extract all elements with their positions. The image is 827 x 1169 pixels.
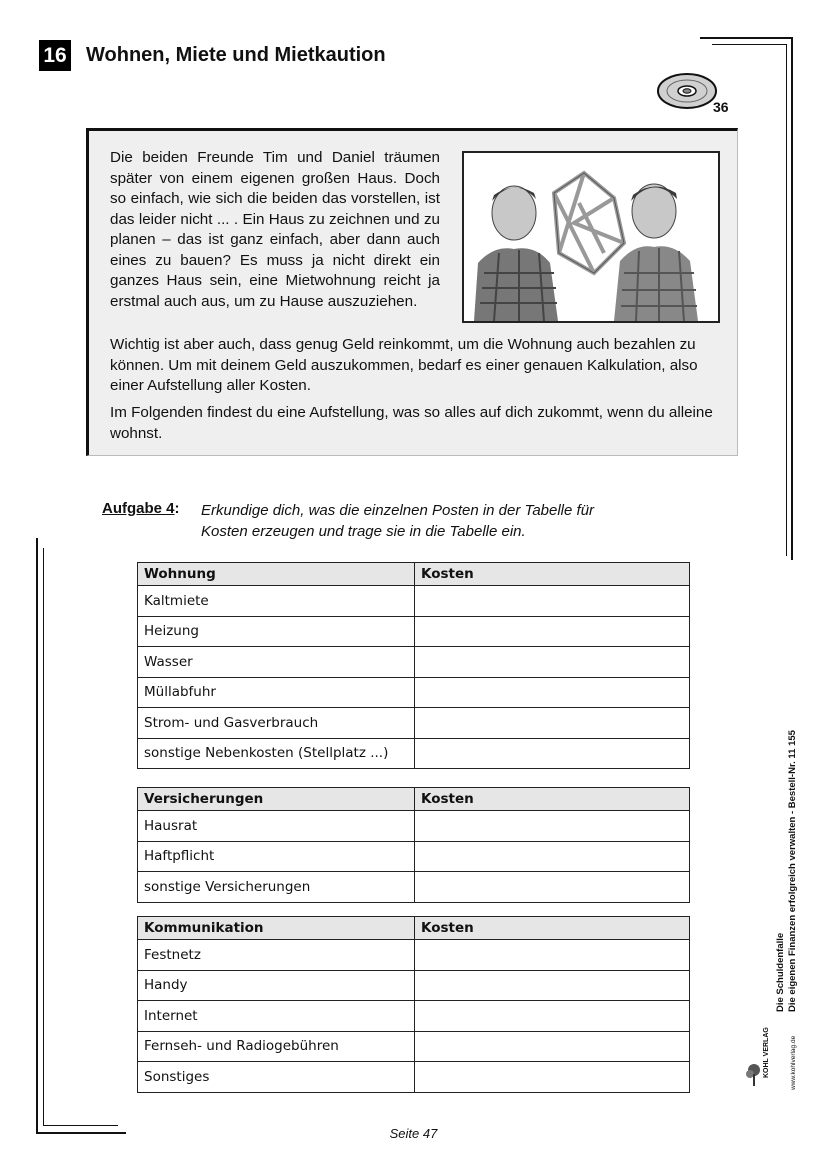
row-label: Sonstiges	[138, 1062, 415, 1093]
table-row	[138, 677, 690, 708]
row-label: sonstige Nebenkosten (Stellplatz ...)	[138, 738, 415, 769]
publisher-logo-icon	[745, 1062, 763, 1088]
cd-track-number: 36	[713, 99, 729, 115]
frame-line	[786, 44, 787, 556]
task-label-text: Aufgabe 4	[102, 500, 175, 517]
table-row	[138, 1001, 690, 1032]
table-row	[138, 872, 690, 903]
cost-table-kommunikation	[137, 916, 690, 1093]
table-row	[138, 970, 690, 1001]
row-label: Kaltmiete	[138, 586, 415, 617]
row-label: Heizung	[138, 616, 415, 647]
cost-cell[interactable]	[415, 708, 690, 739]
intro-paragraph-3: Im Folgenden findest du eine Aufstellung, was so alles auf dich zukommt, wenn du alleine wohnst.	[110, 404, 713, 442]
row-label: Müllabfuhr	[138, 677, 415, 708]
table-header-category: Wohnung	[138, 563, 415, 586]
cost-cell[interactable]	[415, 647, 690, 678]
page-number: Seite 47	[389, 1126, 438, 1141]
frame-line	[712, 44, 787, 45]
intro-paragraph-2: Wichtig ist aber auch, dass genug Geld reinkommt, um die Wohnung auch bezahlen zu können. Um mit deinem Geld auszukommen, bedarf es einer genauen Kalkulation, also einer Aufstellung aller Kosten.	[110, 336, 698, 394]
task-text: Erkundige dich, was die einzelnen Posten in der Tabelle für Kosten erzeugen und trage sie in die Tabelle ein.	[201, 502, 595, 540]
table-row	[138, 1062, 690, 1093]
row-label: Handy	[138, 970, 415, 1001]
frame-line	[43, 548, 44, 1126]
intro-box	[86, 128, 738, 456]
cost-cell[interactable]	[415, 677, 690, 708]
table-header-cost: Kosten	[415, 563, 690, 586]
row-label: Internet	[138, 1001, 415, 1032]
table-header-cost: Kosten	[415, 917, 690, 940]
table-header-row	[138, 788, 690, 811]
side-publication-subtitle: Die eigenen Finanzen erfolgreich verwalten - Bestell-Nr. 11 155	[787, 730, 798, 1012]
row-label: Strom- und Gasverbrauch	[138, 708, 415, 739]
row-label: Wasser	[138, 647, 415, 678]
row-label: sonstige Versicherungen	[138, 872, 415, 903]
table-row	[138, 586, 690, 617]
cost-cell[interactable]	[415, 1062, 690, 1093]
cost-cell[interactable]	[415, 616, 690, 647]
cost-cell[interactable]	[415, 940, 690, 971]
cost-cell[interactable]	[415, 872, 690, 903]
row-label: Haftpflicht	[138, 841, 415, 872]
table-header-row	[138, 917, 690, 940]
row-label: Festnetz	[138, 940, 415, 971]
table-header-cost: Kosten	[415, 788, 690, 811]
table-row	[138, 1031, 690, 1062]
table-header-category: Versicherungen	[138, 788, 415, 811]
table-row	[138, 738, 690, 769]
task-label-colon: :	[174, 500, 180, 517]
table-row	[138, 841, 690, 872]
cost-cell[interactable]	[415, 970, 690, 1001]
frame-line	[791, 37, 793, 560]
task-label	[102, 500, 180, 517]
cost-cell[interactable]	[415, 586, 690, 617]
intro-paragraph-1: Die beiden Freunde Tim und Daniel träumen später von einem eigenen großen Haus. Doch so einfach, wie sich die beiden das vorstellen, ist das leider nicht ... . Ein Haus zu zeichnen und zu planen – das ist ganz einfach, aber dann auch eines zu bauen? Es muss ja nicht direkt ein ganzes Haus sein, eine Mietwohnung reicht ja erstmal auch aus, um zu Hause auszuziehen.	[110, 149, 440, 310]
publisher-name: KOHL VERLAG	[763, 1027, 770, 1078]
row-label: Fernseh- und Radiogebühren	[138, 1031, 415, 1062]
chapter-number: 16	[39, 40, 71, 71]
publisher-url: www.kohlverlag.de	[790, 1035, 797, 1090]
frame-line	[700, 37, 793, 39]
cost-cell[interactable]	[415, 1001, 690, 1032]
cost-cell[interactable]	[415, 841, 690, 872]
table-header-category: Kommunikation	[138, 917, 415, 940]
table-row	[138, 708, 690, 739]
cost-cell[interactable]	[415, 1031, 690, 1062]
cost-table-wohnung	[137, 562, 690, 769]
table-row	[138, 940, 690, 971]
boys-photo	[462, 151, 720, 323]
table-row	[138, 616, 690, 647]
row-label: Hausrat	[138, 811, 415, 842]
side-publication-title: Die Schuldenfalle	[775, 932, 786, 1012]
table-row	[138, 647, 690, 678]
cost-cell[interactable]	[415, 738, 690, 769]
cost-table-versicherungen	[137, 787, 690, 903]
cd-icon	[656, 71, 718, 111]
table-header-row	[138, 563, 690, 586]
frame-line	[36, 538, 38, 1133]
cost-cell[interactable]	[415, 811, 690, 842]
table-row	[138, 811, 690, 842]
chapter-title: Wohnen, Miete und Mietkaution	[86, 44, 386, 66]
